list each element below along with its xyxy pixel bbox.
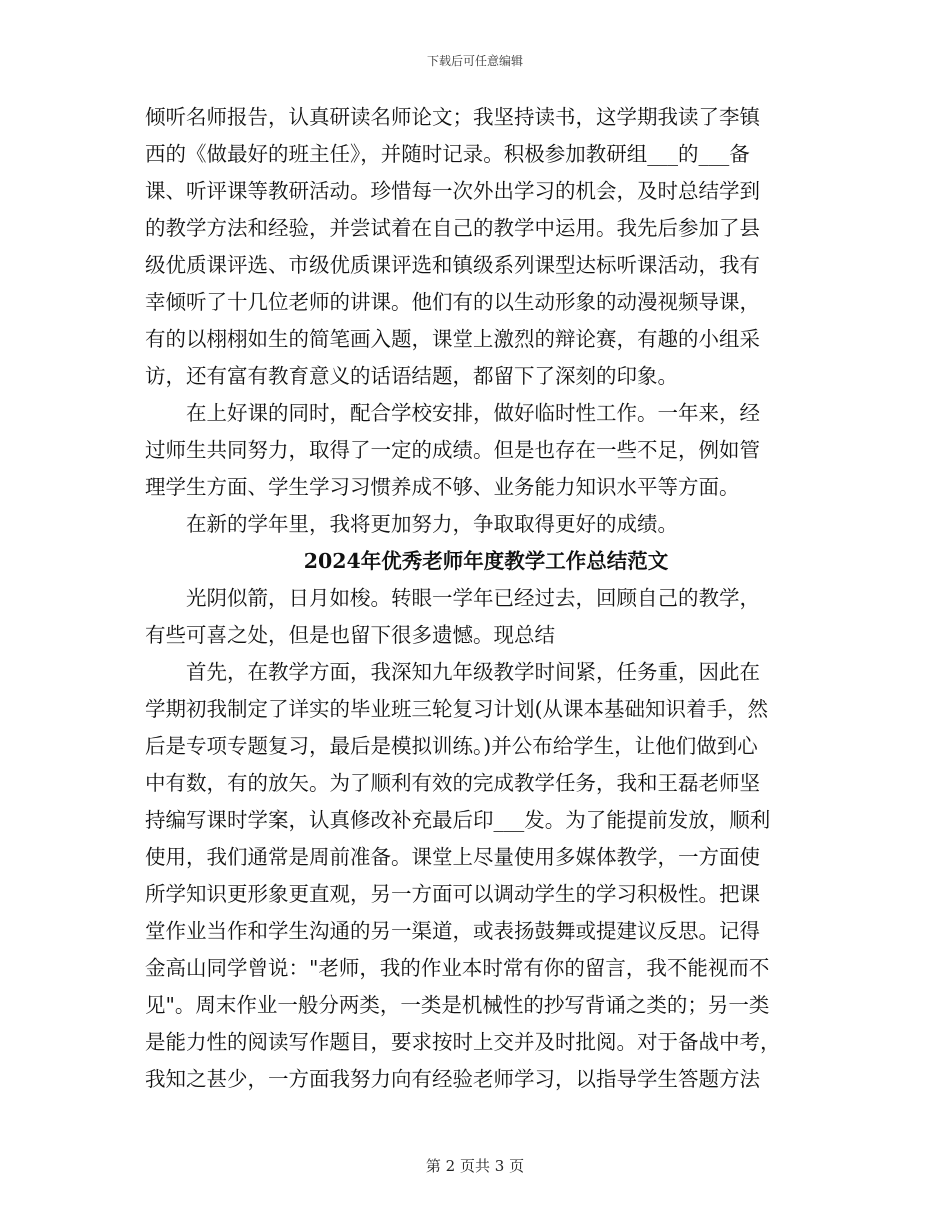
paragraph-start-line: 光阴似箭，日月如梭。转眼一学年已经过去，回顾自己的教学， bbox=[186, 586, 760, 610]
page-header: 下载后可任意编辑 bbox=[426, 54, 523, 68]
body-line: 堂作业当作和学生沟通的另一渠道，或表扬鼓舞或提建议反思。记得 bbox=[145, 919, 760, 943]
body-line: 中有数，有的放矢。为了顺利有效的完成教学任务，我和王磊老师坚 bbox=[145, 771, 760, 795]
body-line: 持编写课时学案，认真修改补充最后印___发。为了能提前发放，顺利 bbox=[145, 808, 771, 832]
body-line: 所学知识更形象更直观，另一方面可以调动学生的学习积极性。把课 bbox=[145, 882, 760, 906]
body-line: 后是专项专题复习，最后是模拟训练。)并公布给学生，让他们做到心 bbox=[145, 734, 758, 758]
body-line: 的教学方法和经验，并尝试着在自己的教学中运用。我先后参加了县 bbox=[145, 216, 760, 240]
body-line: 过师生共同努力，取得了一定的成绩。但是也存在一些不足，例如管 bbox=[145, 438, 760, 462]
body-line: 倾听名师报告，认真研读名师论文；我坚持读书，这学期我读了李镇 bbox=[145, 105, 760, 129]
paragraph-start-line: 在新的学年里，我将更加努力，争取取得更好的成绩。 bbox=[186, 512, 678, 536]
paragraph-start-line: 在上好课的同时，配合学校安排，做好临时性工作。一年来，经 bbox=[186, 401, 760, 425]
paragraph-start-line: 首先，在教学方面，我深知九年级教学时间紧，任务重，因此在 bbox=[186, 660, 760, 684]
body-line: 有些可喜之处，但是也留下很多遗憾。现总结 bbox=[145, 623, 555, 647]
body-line: 访，还有富有教育意义的话语结题，都留下了深刻的印象。 bbox=[145, 364, 678, 388]
page-number: 第 2 页共 3 页 bbox=[425, 1157, 525, 1175]
body-line: 西的《做最好的班主任》，并随时记录。积极参加教研组___的___备 bbox=[145, 142, 750, 166]
body-line: 使用，我们通常是周前准备。课堂上尽量使用多媒体教学，一方面使 bbox=[145, 845, 760, 869]
body-line: 课、听评课等教研活动。珍惜每一次外出学习的机会，及时总结学到 bbox=[145, 179, 760, 203]
body-line: 有的以栩栩如生的简笔画入题，课堂上激烈的辩论赛，有趣的小组采 bbox=[145, 327, 760, 351]
body-line: 见"。周末作业一般分两类，一类是机械性的抄写背诵之类的；另一类 bbox=[145, 993, 770, 1017]
body-line: 金高山同学曾说："老师，我的作业本时常有你的留言，我不能视而不 bbox=[145, 956, 770, 980]
body-line: 理学生方面、学生学习习惯养成不够、业务能力知识水平等方面。 bbox=[145, 475, 740, 499]
body-line: 级优质课评选、市级优质课评选和镇级系列课型达标听课活动，我有 bbox=[145, 253, 760, 277]
body-line: 是能力性的阅读写作题目，要求按时上交并及时批阅。对于备战中考， bbox=[145, 1030, 781, 1054]
document-body bbox=[145, 99, 797, 1098]
body-line: 学期初我制定了详实的毕业班三轮复习计划(从课本基础知识着手，然 bbox=[145, 697, 768, 721]
body-line: 我知之甚少，一方面我努力向有经验老师学习，以指导学生答题方法 bbox=[145, 1067, 760, 1091]
section-title: 2024年优秀老师年度教学工作总结范文 bbox=[303, 549, 669, 573]
body-line: 幸倾听了十几位老师的讲课。他们有的以生动形象的动漫视频导课， bbox=[145, 290, 760, 314]
